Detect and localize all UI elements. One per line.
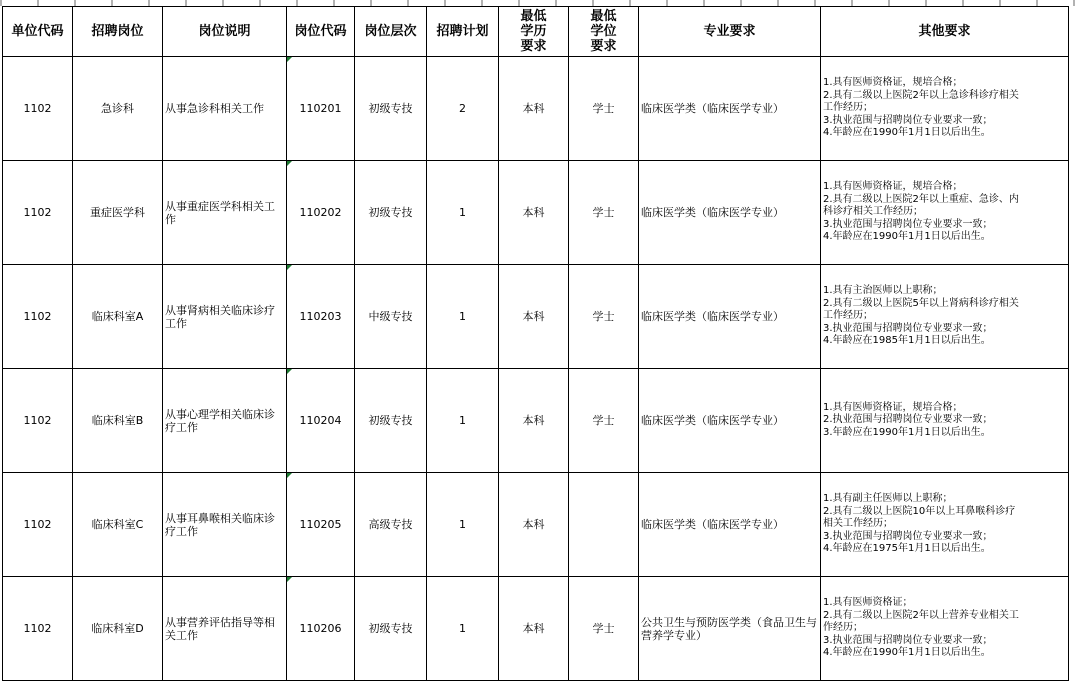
requirement-line: 3.执业范围与招聘岗位专业要求一致；: [823, 530, 993, 542]
cell-position: 临床科室A: [73, 265, 163, 369]
cell-min-education: 本科: [499, 161, 569, 265]
requirement-line: 2.具有二级以上医院5年以上肾病科诊疗相关: [823, 297, 1019, 309]
requirement-line: 科诊疗相关工作经历；: [823, 206, 923, 218]
cell-major: 临床医学类（临床医学专业）: [639, 369, 821, 473]
requirement-line: 1.具有医师资格证，规培合格；: [823, 77, 963, 89]
requirement-line: 3.年龄应在1990年1月1日以后出生。: [823, 426, 991, 438]
cell-description: 从事耳鼻喉相关临床诊疗工作: [163, 473, 287, 577]
header-post-code: 岗位代码: [287, 7, 355, 57]
requirement-line: 3.执业范围与招聘岗位专业要求一致；: [823, 634, 993, 646]
cell-unit-code: 1102: [3, 577, 73, 681]
header-unit-code: 单位代码: [3, 7, 73, 57]
cell-plan: 1: [427, 473, 499, 577]
cell-min-degree: 学士: [569, 369, 639, 473]
cell-level: 初级专技: [355, 577, 427, 681]
cell-major: 临床医学类（临床医学专业）: [639, 57, 821, 161]
header-description: 岗位说明: [163, 7, 287, 57]
cell-level: 初级专技: [355, 161, 427, 265]
cell-level: 中级专技: [355, 265, 427, 369]
requirement-line: 工作经历；: [823, 310, 873, 322]
header-min-education: 最低学历要求: [499, 7, 569, 57]
table-row: [3, 57, 1069, 161]
cell-level: 初级专技: [355, 57, 427, 161]
cell-min-degree: 学士: [569, 265, 639, 369]
cell-position: 临床科室D: [73, 577, 163, 681]
cell-description: 从事心理学相关临床诊疗工作: [163, 369, 287, 473]
requirement-line: 4.年龄应在1975年1月1日以后出生。: [823, 543, 991, 555]
cell-other-requirements: [821, 265, 1069, 369]
requirement-line: 1.具有副主任医师以上职称；: [823, 493, 953, 505]
cell-other-requirements: [821, 57, 1069, 161]
cell-unit-code: 1102: [3, 369, 73, 473]
cell-plan: 1: [427, 577, 499, 681]
cell-min-education: 本科: [499, 577, 569, 681]
requirement-line: 2.执业范围与招聘岗位专业要求一致；: [823, 414, 993, 426]
cell-min-education: 本科: [499, 265, 569, 369]
table-row: [3, 369, 1069, 473]
cell-unit-code: 1102: [3, 265, 73, 369]
cell-plan: 1: [427, 265, 499, 369]
requirement-line: 作经历；: [823, 622, 863, 634]
cell-unit-code: 1102: [3, 161, 73, 265]
header-level: 岗位层次: [355, 7, 427, 57]
cell-position: 临床科室B: [73, 369, 163, 473]
cell-description: 从事营养评估指导等相关工作: [163, 577, 287, 681]
cell-min-education: 本科: [499, 369, 569, 473]
cell-unit-code: 1102: [3, 57, 73, 161]
cell-min-education: 本科: [499, 57, 569, 161]
cell-level: 初级专技: [355, 369, 427, 473]
requirement-line: 1.具有主治医师以上职称；: [823, 285, 943, 297]
cell-unit-code: 1102: [3, 473, 73, 577]
requirement-line: 1.具有医师资格证；: [823, 597, 913, 609]
cell-major: 临床医学类（临床医学专业）: [639, 265, 821, 369]
cell-post-code: 110202: [287, 161, 355, 265]
cell-min-education: 本科: [499, 473, 569, 577]
cell-min-degree: 学士: [569, 161, 639, 265]
header-major: 专业要求: [639, 7, 821, 57]
cell-position: 急诊科: [73, 57, 163, 161]
requirement-line: 工作经历；: [823, 102, 873, 114]
cell-description: 从事重症医学科相关工作: [163, 161, 287, 265]
cell-plan: 1: [427, 369, 499, 473]
cell-min-degree: 学士: [569, 57, 639, 161]
requirement-line: 2.具有二级以上医院2年以上重症、急诊、内: [823, 193, 1019, 205]
cell-post-code: 110206: [287, 577, 355, 681]
requirement-line: 1.具有医师资格证，规培合格；: [823, 181, 963, 193]
cell-plan: 1: [427, 161, 499, 265]
requirement-line: 2.具有二级以上医院10年以上耳鼻喉科诊疗: [823, 505, 1016, 517]
cell-position: 临床科室C: [73, 473, 163, 577]
cell-post-code: 110205: [287, 473, 355, 577]
cell-post-code: 110201: [287, 57, 355, 161]
requirement-line: 3.执业范围与招聘岗位专业要求一致；: [823, 218, 993, 230]
requirement-line: 4.年龄应在1990年1月1日以后出生。: [823, 231, 991, 243]
cell-other-requirements: [821, 577, 1069, 681]
requirement-line: 3.执业范围与招聘岗位专业要求一致；: [823, 114, 993, 126]
requirement-line: 相关工作经历；: [823, 518, 893, 530]
cell-plan: 2: [427, 57, 499, 161]
requirement-line: 3.执业范围与招聘岗位专业要求一致；: [823, 322, 993, 334]
header-min-degree: 最低学位要求: [569, 7, 639, 57]
requirement-line: 4.年龄应在1990年1月1日以后出生。: [823, 647, 991, 659]
header-plan: 招聘计划: [427, 7, 499, 57]
cell-other-requirements: [821, 473, 1069, 577]
table-row: [3, 577, 1069, 681]
table-row: [3, 265, 1069, 369]
cell-post-code: 110204: [287, 369, 355, 473]
cell-major: 临床医学类（临床医学专业）: [639, 161, 821, 265]
cell-other-requirements: [821, 161, 1069, 265]
cell-level: 高级专技: [355, 473, 427, 577]
cell-other-requirements: [821, 369, 1069, 473]
table-row: [3, 473, 1069, 577]
requirement-line: 4.年龄应在1990年1月1日以后出生。: [823, 127, 991, 139]
header-row: [3, 7, 1069, 57]
requirement-line: 1.具有医师资格证，规培合格；: [823, 401, 963, 413]
cell-description: 从事肾病相关临床诊疗工作: [163, 265, 287, 369]
cell-position: 重症医学科: [73, 161, 163, 265]
cell-min-degree: [569, 473, 639, 577]
table-row: [3, 161, 1069, 265]
cell-min-degree: 学士: [569, 577, 639, 681]
cell-post-code: 110203: [287, 265, 355, 369]
cell-major: 公共卫生与预防医学类（食品卫生与营养学专业）: [639, 577, 821, 681]
recruitment-table-container: [2, 6, 1069, 681]
header-other: 其他要求: [821, 7, 1069, 57]
requirement-line: 2.具有二级以上医院2年以上营养专业相关工: [823, 609, 1019, 621]
recruitment-table: [2, 6, 1069, 681]
requirement-line: 2.具有二级以上医院2年以上急诊科诊疗相关: [823, 89, 1019, 101]
cell-major: 临床医学类（临床医学专业）: [639, 473, 821, 577]
cell-description: 从事急诊科相关工作: [163, 57, 287, 161]
header-position: 招聘岗位: [73, 7, 163, 57]
requirement-line: 4.年龄应在1985年1月1日以后出生。: [823, 335, 991, 347]
